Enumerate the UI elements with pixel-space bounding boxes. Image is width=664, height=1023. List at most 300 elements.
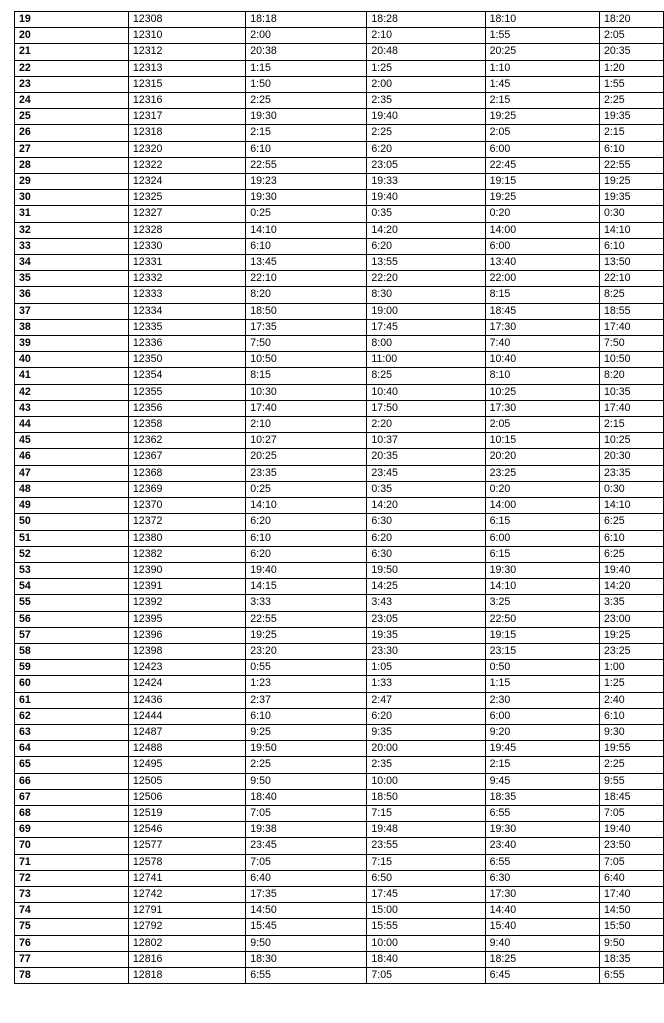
- time-cell-4: 2:25: [600, 757, 664, 773]
- time-cell-1: 2:37: [246, 692, 367, 708]
- time-cell-4: 2:05: [600, 28, 664, 44]
- table-row: [15, 206, 664, 222]
- time-cell-3: 19:30: [485, 562, 599, 578]
- time-cell-4: 2:15: [600, 125, 664, 141]
- time-cell-1: 7:05: [246, 854, 367, 870]
- time-cell-1: 18:18: [246, 12, 367, 28]
- time-cell-2: 2:00: [367, 76, 485, 92]
- time-cell-2: 10:00: [367, 773, 485, 789]
- time-cell-4: 6:40: [600, 870, 664, 886]
- time-cell-4: 0:30: [600, 481, 664, 497]
- time-cell-3: 1:15: [485, 676, 599, 692]
- time-cell-4: 7:50: [600, 336, 664, 352]
- time-cell-3: 23:15: [485, 643, 599, 659]
- time-cell-2: 2:20: [367, 417, 485, 433]
- serial-number-cell: 70: [15, 838, 129, 854]
- time-cell-4: 18:20: [600, 12, 664, 28]
- table-row: [15, 741, 664, 757]
- serial-number-cell: 74: [15, 903, 129, 919]
- table-row: [15, 546, 664, 562]
- table-row: [15, 400, 664, 416]
- serial-number-cell: 62: [15, 708, 129, 724]
- time-cell-3: 19:15: [485, 627, 599, 643]
- serial-number-cell: 25: [15, 109, 129, 125]
- time-cell-1: 9:50: [246, 935, 367, 951]
- schedule-table: [14, 11, 664, 984]
- time-cell-3: 22:50: [485, 611, 599, 627]
- train-number-cell: 12356: [128, 400, 245, 416]
- time-cell-2: 15:00: [367, 903, 485, 919]
- time-cell-3: 6:15: [485, 546, 599, 562]
- serial-number-cell: 31: [15, 206, 129, 222]
- time-cell-1: 18:30: [246, 951, 367, 967]
- table-row: [15, 627, 664, 643]
- table-row: [15, 222, 664, 238]
- table-row: [15, 60, 664, 76]
- time-cell-2: 0:35: [367, 206, 485, 222]
- schedule-table-body: [15, 12, 664, 984]
- table-row: [15, 757, 664, 773]
- time-cell-4: 6:25: [600, 546, 664, 562]
- time-cell-2: 2:35: [367, 757, 485, 773]
- table-row: [15, 595, 664, 611]
- time-cell-1: 6:20: [246, 546, 367, 562]
- time-cell-2: 2:35: [367, 93, 485, 109]
- time-cell-1: 6:10: [246, 708, 367, 724]
- time-cell-3: 13:40: [485, 255, 599, 271]
- time-cell-1: 6:10: [246, 141, 367, 157]
- time-cell-2: 19:40: [367, 109, 485, 125]
- table-row: [15, 692, 664, 708]
- time-cell-1: 23:20: [246, 643, 367, 659]
- train-number-cell: 12369: [128, 481, 245, 497]
- serial-number-cell: 46: [15, 449, 129, 465]
- train-number-cell: 12424: [128, 676, 245, 692]
- time-cell-2: 2:25: [367, 125, 485, 141]
- train-number-cell: 12333: [128, 287, 245, 303]
- serial-number-cell: 39: [15, 336, 129, 352]
- time-cell-1: 3:33: [246, 595, 367, 611]
- time-cell-1: 19:23: [246, 174, 367, 190]
- time-cell-4: 6:55: [600, 967, 664, 983]
- serial-number-cell: 78: [15, 967, 129, 983]
- table-row: [15, 255, 664, 271]
- serial-number-cell: 50: [15, 514, 129, 530]
- time-cell-1: 6:20: [246, 514, 367, 530]
- time-cell-1: 2:25: [246, 757, 367, 773]
- table-row: [15, 854, 664, 870]
- time-cell-3: 20:25: [485, 44, 599, 60]
- time-cell-1: 19:30: [246, 190, 367, 206]
- train-number-cell: 12380: [128, 530, 245, 546]
- time-cell-4: 6:10: [600, 141, 664, 157]
- time-cell-2: 6:30: [367, 546, 485, 562]
- time-cell-1: 14:10: [246, 222, 367, 238]
- time-cell-4: 19:40: [600, 562, 664, 578]
- train-number-cell: 12310: [128, 28, 245, 44]
- time-cell-1: 8:15: [246, 368, 367, 384]
- time-cell-1: 17:35: [246, 319, 367, 335]
- table-row: [15, 838, 664, 854]
- time-cell-2: 10:40: [367, 384, 485, 400]
- time-cell-1: 2:15: [246, 125, 367, 141]
- time-cell-4: 10:50: [600, 352, 664, 368]
- serial-number-cell: 57: [15, 627, 129, 643]
- time-cell-2: 1:33: [367, 676, 485, 692]
- train-number-cell: 12358: [128, 417, 245, 433]
- table-row: [15, 660, 664, 676]
- time-cell-2: 6:30: [367, 514, 485, 530]
- train-number-cell: 12327: [128, 206, 245, 222]
- time-cell-2: 17:45: [367, 319, 485, 335]
- time-cell-1: 10:30: [246, 384, 367, 400]
- time-cell-1: 14:15: [246, 579, 367, 595]
- time-cell-1: 2:10: [246, 417, 367, 433]
- time-cell-4: 7:05: [600, 805, 664, 821]
- time-cell-2: 8:30: [367, 287, 485, 303]
- time-cell-3: 1:10: [485, 60, 599, 76]
- train-number-cell: 12444: [128, 708, 245, 724]
- time-cell-4: 23:35: [600, 465, 664, 481]
- time-cell-4: 23:50: [600, 838, 664, 854]
- serial-number-cell: 58: [15, 643, 129, 659]
- time-cell-4: 23:00: [600, 611, 664, 627]
- serial-number-cell: 64: [15, 741, 129, 757]
- time-cell-1: 19:38: [246, 822, 367, 838]
- time-cell-1: 1:15: [246, 60, 367, 76]
- serial-number-cell: 34: [15, 255, 129, 271]
- train-number-cell: 12395: [128, 611, 245, 627]
- table-row: [15, 417, 664, 433]
- time-cell-1: 8:20: [246, 287, 367, 303]
- time-cell-1: 6:10: [246, 530, 367, 546]
- time-cell-1: 7:05: [246, 805, 367, 821]
- time-cell-4: 19:35: [600, 109, 664, 125]
- train-number-cell: 12741: [128, 870, 245, 886]
- time-cell-4: 1:55: [600, 76, 664, 92]
- time-cell-4: 1:20: [600, 60, 664, 76]
- time-cell-3: 6:55: [485, 854, 599, 870]
- time-cell-1: 14:10: [246, 498, 367, 514]
- table-row: [15, 157, 664, 173]
- serial-number-cell: 40: [15, 352, 129, 368]
- serial-number-cell: 66: [15, 773, 129, 789]
- time-cell-4: 15:50: [600, 919, 664, 935]
- serial-number-cell: 77: [15, 951, 129, 967]
- table-row: [15, 449, 664, 465]
- table-row: [15, 789, 664, 805]
- table-row: [15, 773, 664, 789]
- train-number-cell: 12316: [128, 93, 245, 109]
- serial-number-cell: 44: [15, 417, 129, 433]
- train-number-cell: 12382: [128, 546, 245, 562]
- serial-number-cell: 21: [15, 44, 129, 60]
- time-cell-2: 6:20: [367, 238, 485, 254]
- time-cell-3: 6:00: [485, 238, 599, 254]
- time-cell-3: 2:05: [485, 125, 599, 141]
- time-cell-2: 2:10: [367, 28, 485, 44]
- time-cell-4: 9:30: [600, 724, 664, 740]
- time-cell-2: 6:20: [367, 141, 485, 157]
- time-cell-3: 17:30: [485, 400, 599, 416]
- time-cell-3: 19:25: [485, 190, 599, 206]
- time-cell-2: 22:20: [367, 271, 485, 287]
- time-cell-1: 18:50: [246, 303, 367, 319]
- time-cell-2: 18:50: [367, 789, 485, 805]
- serial-number-cell: 29: [15, 174, 129, 190]
- time-cell-4: 10:35: [600, 384, 664, 400]
- time-cell-3: 9:45: [485, 773, 599, 789]
- serial-number-cell: 51: [15, 530, 129, 546]
- time-cell-1: 6:40: [246, 870, 367, 886]
- time-cell-4: 18:35: [600, 951, 664, 967]
- time-cell-2: 7:05: [367, 967, 485, 983]
- time-cell-4: 14:50: [600, 903, 664, 919]
- time-cell-2: 2:47: [367, 692, 485, 708]
- time-cell-3: 0:20: [485, 206, 599, 222]
- serial-number-cell: 59: [15, 660, 129, 676]
- table-row: [15, 562, 664, 578]
- serial-number-cell: 30: [15, 190, 129, 206]
- time-cell-2: 23:45: [367, 465, 485, 481]
- time-cell-3: 8:15: [485, 287, 599, 303]
- time-cell-3: 2:05: [485, 417, 599, 433]
- time-cell-4: 9:50: [600, 935, 664, 951]
- train-number-cell: 12336: [128, 336, 245, 352]
- train-number-cell: 12328: [128, 222, 245, 238]
- train-number-cell: 12506: [128, 789, 245, 805]
- time-cell-4: 6:10: [600, 238, 664, 254]
- time-cell-4: 6:10: [600, 708, 664, 724]
- time-cell-2: 14:20: [367, 498, 485, 514]
- time-cell-3: 6:00: [485, 141, 599, 157]
- time-cell-1: 1:23: [246, 676, 367, 692]
- time-cell-4: 3:35: [600, 595, 664, 611]
- time-cell-2: 10:37: [367, 433, 485, 449]
- serial-number-cell: 26: [15, 125, 129, 141]
- train-number-cell: 12322: [128, 157, 245, 173]
- time-cell-2: 23:05: [367, 157, 485, 173]
- train-number-cell: 12802: [128, 935, 245, 951]
- train-number-cell: 12495: [128, 757, 245, 773]
- serial-number-cell: 33: [15, 238, 129, 254]
- time-cell-3: 14:00: [485, 222, 599, 238]
- train-number-cell: 12367: [128, 449, 245, 465]
- table-row: [15, 12, 664, 28]
- time-cell-1: 10:50: [246, 352, 367, 368]
- time-cell-4: 18:55: [600, 303, 664, 319]
- time-cell-2: 15:55: [367, 919, 485, 935]
- train-number-cell: 12315: [128, 76, 245, 92]
- time-cell-2: 3:43: [367, 595, 485, 611]
- serial-number-cell: 54: [15, 579, 129, 595]
- train-number-cell: 12370: [128, 498, 245, 514]
- serial-number-cell: 76: [15, 935, 129, 951]
- time-cell-1: 7:50: [246, 336, 367, 352]
- train-number-cell: 12332: [128, 271, 245, 287]
- train-number-cell: 12488: [128, 741, 245, 757]
- time-cell-2: 8:25: [367, 368, 485, 384]
- serial-number-cell: 65: [15, 757, 129, 773]
- serial-number-cell: 63: [15, 724, 129, 740]
- time-cell-3: 19:45: [485, 741, 599, 757]
- train-number-cell: 12391: [128, 579, 245, 595]
- train-number-cell: 12396: [128, 627, 245, 643]
- table-row: [15, 238, 664, 254]
- time-cell-3: 1:55: [485, 28, 599, 44]
- serial-number-cell: 47: [15, 465, 129, 481]
- time-cell-4: 14:20: [600, 579, 664, 595]
- table-row: [15, 935, 664, 951]
- time-cell-1: 19:50: [246, 741, 367, 757]
- table-row: [15, 287, 664, 303]
- serial-number-cell: 23: [15, 76, 129, 92]
- time-cell-4: 17:40: [600, 886, 664, 902]
- time-cell-4: 14:10: [600, 222, 664, 238]
- time-cell-1: 6:10: [246, 238, 367, 254]
- serial-number-cell: 38: [15, 319, 129, 335]
- serial-number-cell: 69: [15, 822, 129, 838]
- time-cell-1: 0:25: [246, 481, 367, 497]
- time-cell-3: 10:15: [485, 433, 599, 449]
- train-number-cell: 12423: [128, 660, 245, 676]
- train-number-cell: 12334: [128, 303, 245, 319]
- time-cell-3: 9:40: [485, 935, 599, 951]
- time-cell-3: 18:45: [485, 303, 599, 319]
- train-number-cell: 12792: [128, 919, 245, 935]
- time-cell-1: 13:45: [246, 255, 367, 271]
- time-cell-2: 8:00: [367, 336, 485, 352]
- time-cell-2: 20:00: [367, 741, 485, 757]
- time-cell-4: 19:40: [600, 822, 664, 838]
- train-number-cell: 12317: [128, 109, 245, 125]
- time-cell-2: 14:20: [367, 222, 485, 238]
- time-cell-2: 9:35: [367, 724, 485, 740]
- time-cell-1: 17:35: [246, 886, 367, 902]
- time-cell-4: 22:10: [600, 271, 664, 287]
- train-number-cell: 12390: [128, 562, 245, 578]
- time-cell-3: 22:00: [485, 271, 599, 287]
- table-row: [15, 319, 664, 335]
- time-cell-4: 20:35: [600, 44, 664, 60]
- train-number-cell: 12362: [128, 433, 245, 449]
- time-cell-2: 6:50: [367, 870, 485, 886]
- time-cell-3: 20:20: [485, 449, 599, 465]
- time-cell-1: 14:50: [246, 903, 367, 919]
- time-cell-3: 2:30: [485, 692, 599, 708]
- serial-number-cell: 49: [15, 498, 129, 514]
- time-cell-4: 19:55: [600, 741, 664, 757]
- time-cell-2: 7:15: [367, 805, 485, 821]
- time-cell-3: 18:25: [485, 951, 599, 967]
- time-cell-3: 0:20: [485, 481, 599, 497]
- table-row: [15, 903, 664, 919]
- time-cell-1: 10:27: [246, 433, 367, 449]
- train-number-cell: 12372: [128, 514, 245, 530]
- train-number-cell: 12742: [128, 886, 245, 902]
- time-cell-1: 20:38: [246, 44, 367, 60]
- time-cell-2: 19:33: [367, 174, 485, 190]
- time-cell-2: 19:00: [367, 303, 485, 319]
- time-cell-4: 23:25: [600, 643, 664, 659]
- time-cell-1: 2:25: [246, 93, 367, 109]
- time-cell-3: 14:10: [485, 579, 599, 595]
- serial-number-cell: 32: [15, 222, 129, 238]
- time-cell-3: 6:55: [485, 805, 599, 821]
- time-cell-1: 23:35: [246, 465, 367, 481]
- serial-number-cell: 35: [15, 271, 129, 287]
- time-cell-4: 18:45: [600, 789, 664, 805]
- time-cell-1: 19:40: [246, 562, 367, 578]
- time-cell-3: 8:10: [485, 368, 599, 384]
- train-number-cell: 12355: [128, 384, 245, 400]
- time-cell-4: 6:10: [600, 530, 664, 546]
- serial-number-cell: 20: [15, 28, 129, 44]
- time-cell-3: 19:30: [485, 822, 599, 838]
- time-cell-3: 10:25: [485, 384, 599, 400]
- train-number-cell: 12350: [128, 352, 245, 368]
- time-cell-1: 19:25: [246, 627, 367, 643]
- table-row: [15, 28, 664, 44]
- time-cell-3: 10:40: [485, 352, 599, 368]
- time-cell-2: 11:00: [367, 352, 485, 368]
- train-number-cell: 12505: [128, 773, 245, 789]
- time-cell-4: 8:25: [600, 287, 664, 303]
- serial-number-cell: 71: [15, 854, 129, 870]
- serial-number-cell: 37: [15, 303, 129, 319]
- table-row: [15, 109, 664, 125]
- time-cell-4: 0:30: [600, 206, 664, 222]
- train-number-cell: 12546: [128, 822, 245, 838]
- time-cell-3: 18:10: [485, 12, 599, 28]
- time-cell-1: 19:30: [246, 109, 367, 125]
- table-row: [15, 433, 664, 449]
- time-cell-3: 19:25: [485, 109, 599, 125]
- serial-number-cell: 28: [15, 157, 129, 173]
- table-row: [15, 967, 664, 983]
- time-cell-2: 20:35: [367, 449, 485, 465]
- time-cell-1: 9:50: [246, 773, 367, 789]
- serial-number-cell: 48: [15, 481, 129, 497]
- time-cell-4: 10:25: [600, 433, 664, 449]
- time-cell-3: 6:00: [485, 530, 599, 546]
- time-cell-3: 19:15: [485, 174, 599, 190]
- train-number-cell: 12330: [128, 238, 245, 254]
- time-cell-1: 0:25: [246, 206, 367, 222]
- table-row: [15, 886, 664, 902]
- train-number-cell: 12318: [128, 125, 245, 141]
- table-row: [15, 724, 664, 740]
- time-cell-2: 18:40: [367, 951, 485, 967]
- serial-number-cell: 68: [15, 805, 129, 821]
- train-number-cell: 12487: [128, 724, 245, 740]
- time-cell-3: 9:20: [485, 724, 599, 740]
- time-cell-3: 0:50: [485, 660, 599, 676]
- time-cell-1: 15:45: [246, 919, 367, 935]
- time-cell-2: 19:35: [367, 627, 485, 643]
- serial-number-cell: 22: [15, 60, 129, 76]
- train-number-cell: 12331: [128, 255, 245, 271]
- time-cell-3: 17:30: [485, 319, 599, 335]
- serial-number-cell: 60: [15, 676, 129, 692]
- table-row: [15, 514, 664, 530]
- train-number-cell: 12398: [128, 643, 245, 659]
- serial-number-cell: 19: [15, 12, 129, 28]
- time-cell-4: 19:35: [600, 190, 664, 206]
- serial-number-cell: 24: [15, 93, 129, 109]
- train-number-cell: 12354: [128, 368, 245, 384]
- train-number-cell: 12791: [128, 903, 245, 919]
